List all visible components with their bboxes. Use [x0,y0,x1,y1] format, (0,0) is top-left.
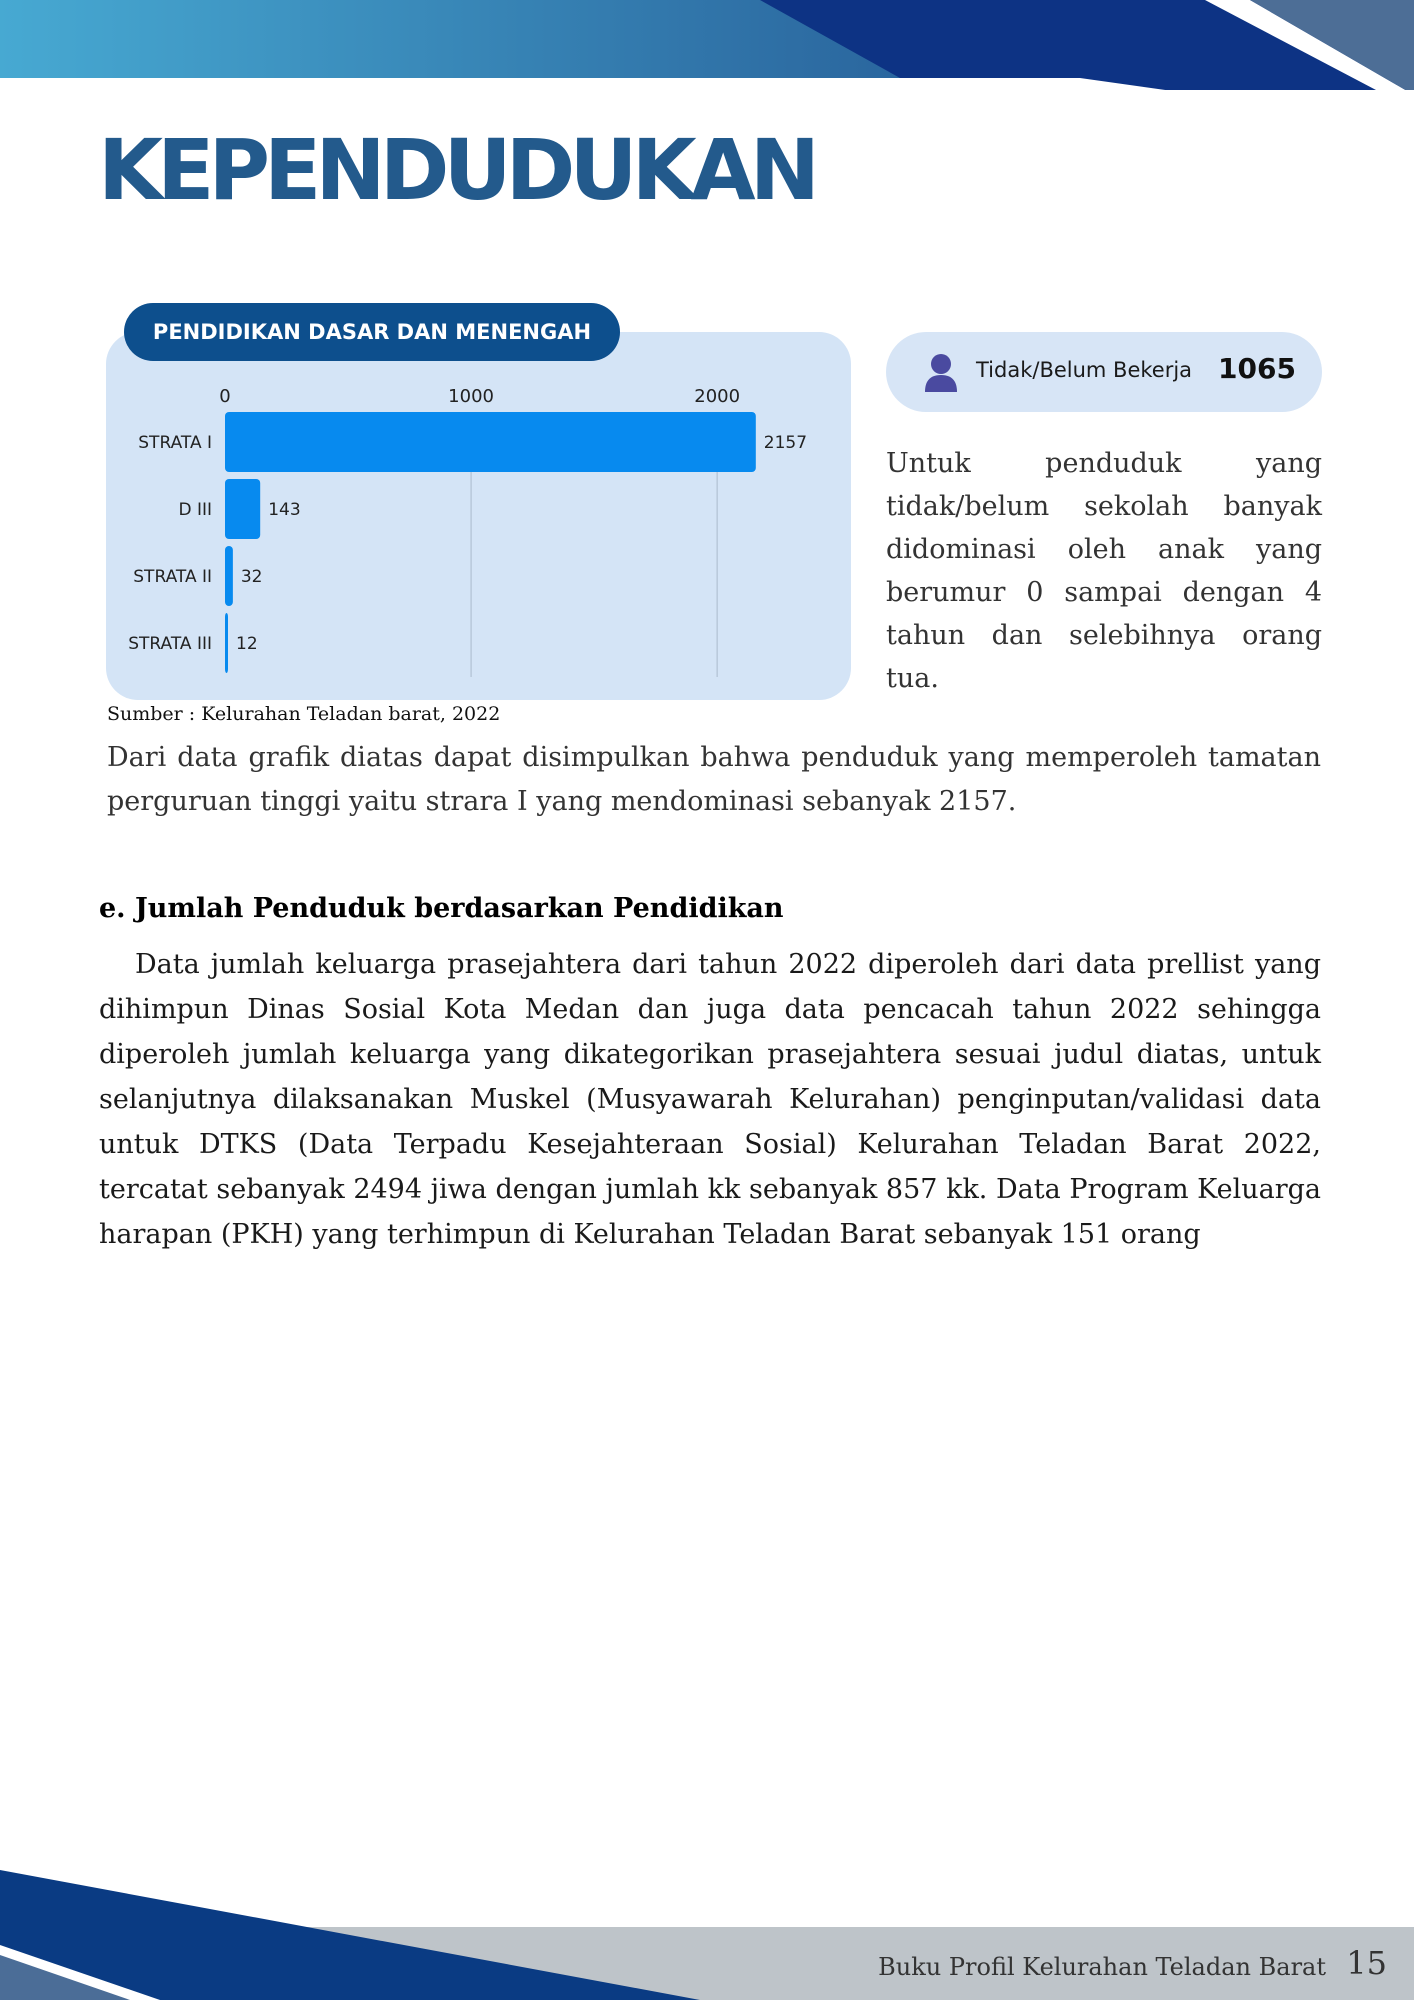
chart-source: Sumber : Kelurahan Teladan barat, 2022 [107,703,501,725]
stat-value: 1065 [1218,352,1296,385]
education-bar-chart [106,380,851,680]
category-label: STRATA III [128,634,212,654]
bar [225,613,228,673]
body-paragraph: Data jumlah keluarga prasejahtera dari tahun 2022 diperoleh dari data prellist yang dihimpun Dinas Sosial Kota Medan dan juga data pencacah tahun 2022 sehingga diperoleh jumlah keluarga yang dikategorikan prasejahtera sesuai judul diatas, untuk selanjutnya dilaksanakan Muskel (Musyawarah Kelurahan) penginputan/validasi data untuk DTKS (Data Terpadu Kesejahteraan Sosial) Kelurahan Teladan Barat 2022, tercatat sebanyak 2494 jiwa dengan jumlah kk sebanyak 857 kk. Data Program Keluarga harapan (PKH) yang terhimpun di Kelurahan Teladan Barat sebanyak 151 orang [99,949,1321,1250]
bar [225,412,756,472]
data-label: 12 [236,634,258,654]
x-tick-label: 2000 [694,386,741,407]
person-icon [924,352,958,392]
x-tick-label: 0 [219,386,231,407]
category-label: D III [178,500,212,520]
stat-label: Tidak/Belum Bekerja [976,358,1193,382]
bar [225,479,260,539]
chart-title: PENDIDIKAN DASAR DAN MENENGAH [124,303,620,361]
footer-title: Buku Profil Kelurahan Teladan Barat [878,1953,1326,1981]
page-number: 15 [1346,1944,1387,1982]
section-heading: e. Jumlah Penduduk berdasarkan Pendidikan [99,893,784,924]
data-label: 2157 [763,433,808,453]
category-label: STRATA II [133,567,212,587]
x-tick-label: 1000 [448,386,494,407]
chart-summary: Dari data grafik diatas dapat disimpulkan bahwa penduduk yang memperoleh tamatan perguruan tinggi yaitu strara I yang mendominasi sebanyak 2157. [107,742,1321,817]
data-label: 143 [268,500,301,520]
header-decoration [0,0,1414,90]
stat-card [886,332,1322,412]
category-label: STRATA I [138,433,212,453]
bar [225,546,233,606]
data-label: 32 [240,567,263,587]
side-note: Untuk penduduk yang tidak/belum sekolah banyak didominasi oleh anak yang berumur 0 sampai dengan 4 tahun dan selebihnya orang tua. [886,448,1322,694]
page-title: KEPENDUDUKAN [98,121,814,219]
